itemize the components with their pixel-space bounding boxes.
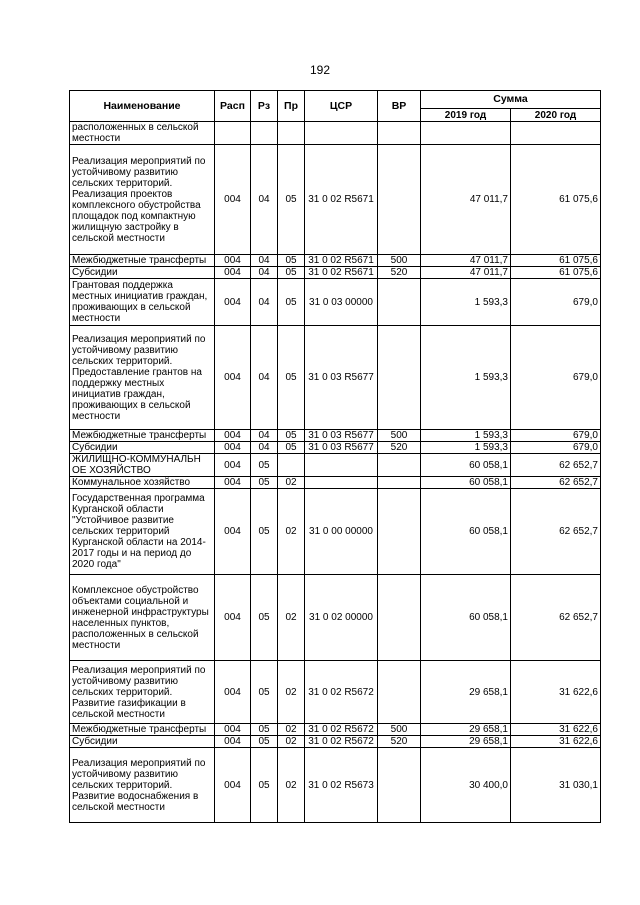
cell-csr: 31 0 02 00000 bbox=[305, 575, 378, 661]
cell-pr: 05 bbox=[278, 255, 305, 267]
table-body bbox=[70, 122, 601, 823]
cell-vr bbox=[378, 575, 421, 661]
cell-y2020: 61 075,6 bbox=[511, 267, 601, 279]
table-row bbox=[70, 575, 601, 661]
cell-name: Реализация мероприятий по устойчивому развитию сельских территорий. Развитие водоснабжения в сельской местности bbox=[70, 748, 215, 823]
cell-vr: 500 bbox=[378, 724, 421, 736]
cell-rasp: 004 bbox=[215, 326, 251, 430]
header-rasp: Расп bbox=[215, 91, 251, 122]
cell-csr: 31 0 03 R5677 bbox=[305, 326, 378, 430]
table-row bbox=[70, 477, 601, 489]
cell-csr bbox=[305, 122, 378, 145]
cell-rz: 04 bbox=[251, 430, 278, 442]
header-name: Наименование bbox=[70, 91, 215, 122]
cell-rz: 05 bbox=[251, 477, 278, 489]
table-row bbox=[70, 255, 601, 267]
table-row bbox=[70, 661, 601, 724]
cell-name: ЖИЛИЩНО-КОММУНАЛЬН ОЕ ХОЗЯЙСТВО bbox=[70, 454, 215, 477]
table-row bbox=[70, 267, 601, 279]
cell-name: Комплексное обустройство объектами социальной и инженерной инфраструктуры населенных пунктов, расположенных в сельской местности bbox=[70, 575, 215, 661]
cell-vr bbox=[378, 661, 421, 724]
cell-pr: 02 bbox=[278, 724, 305, 736]
cell-rz: 04 bbox=[251, 326, 278, 430]
header-rz: Рз bbox=[251, 91, 278, 122]
cell-y2020: 679,0 bbox=[511, 430, 601, 442]
cell-y2020: 679,0 bbox=[511, 279, 601, 326]
cell-vr bbox=[378, 122, 421, 145]
cell-name: Грантовая поддержка местных инициатив граждан, проживающих в сельской местности bbox=[70, 279, 215, 326]
cell-csr: 31 0 03 R5677 bbox=[305, 430, 378, 442]
cell-rz: 04 bbox=[251, 255, 278, 267]
cell-rasp: 004 bbox=[215, 748, 251, 823]
cell-vr: 520 bbox=[378, 267, 421, 279]
cell-rasp: 004 bbox=[215, 489, 251, 575]
table-row bbox=[70, 454, 601, 477]
cell-pr: 05 bbox=[278, 279, 305, 326]
table-row bbox=[70, 145, 601, 255]
cell-y2019: 47 011,7 bbox=[421, 145, 511, 255]
cell-y2019: 1 593,3 bbox=[421, 442, 511, 454]
cell-y2019: 47 011,7 bbox=[421, 255, 511, 267]
budget-table bbox=[69, 90, 601, 823]
cell-y2020: 31 622,6 bbox=[511, 736, 601, 748]
table-row bbox=[70, 736, 601, 748]
cell-name: Межбюджетные трансферты bbox=[70, 255, 215, 267]
cell-pr: 05 bbox=[278, 430, 305, 442]
cell-csr: 31 0 02 R5673 bbox=[305, 748, 378, 823]
page-number: 192 bbox=[309, 63, 331, 77]
cell-pr: 02 bbox=[278, 575, 305, 661]
cell-y2019: 1 593,3 bbox=[421, 430, 511, 442]
cell-csr: 31 0 02 R5672 bbox=[305, 736, 378, 748]
table-row bbox=[70, 279, 601, 326]
cell-name: Межбюджетные трансферты bbox=[70, 724, 215, 736]
cell-y2019: 1 593,3 bbox=[421, 326, 511, 430]
cell-name: Межбюджетные трансферты bbox=[70, 430, 215, 442]
cell-rasp: 004 bbox=[215, 454, 251, 477]
cell-rz: 05 bbox=[251, 575, 278, 661]
cell-rz: 04 bbox=[251, 442, 278, 454]
table-row bbox=[70, 748, 601, 823]
cell-y2019: 60 058,1 bbox=[421, 477, 511, 489]
cell-name: Коммунальное хозяйство bbox=[70, 477, 215, 489]
header-vr: ВР bbox=[378, 91, 421, 122]
cell-y2020: 62 652,7 bbox=[511, 477, 601, 489]
cell-csr: 31 0 03 R5677 bbox=[305, 442, 378, 454]
cell-rasp: 004 bbox=[215, 575, 251, 661]
cell-y2019: 60 058,1 bbox=[421, 575, 511, 661]
cell-vr bbox=[378, 477, 421, 489]
table-row bbox=[70, 122, 601, 145]
cell-rz: 05 bbox=[251, 748, 278, 823]
cell-name: расположенных в сельской местности bbox=[70, 122, 215, 145]
cell-vr bbox=[378, 279, 421, 326]
table-row bbox=[70, 326, 601, 430]
cell-y2019: 47 011,7 bbox=[421, 267, 511, 279]
header-row bbox=[70, 91, 601, 109]
cell-csr: 31 0 02 R5671 bbox=[305, 145, 378, 255]
cell-rz: 05 bbox=[251, 489, 278, 575]
cell-y2020: 62 652,7 bbox=[511, 489, 601, 575]
cell-pr: 05 bbox=[278, 326, 305, 430]
cell-vr bbox=[378, 454, 421, 477]
header-2020: 2020 год bbox=[511, 109, 601, 122]
cell-pr: 02 bbox=[278, 736, 305, 748]
cell-y2020: 62 652,7 bbox=[511, 575, 601, 661]
cell-rasp: 004 bbox=[215, 255, 251, 267]
cell-csr bbox=[305, 477, 378, 489]
table-row bbox=[70, 489, 601, 575]
cell-rz: 04 bbox=[251, 145, 278, 255]
cell-name: Субсидии bbox=[70, 736, 215, 748]
cell-rasp: 004 bbox=[215, 724, 251, 736]
cell-csr: 31 0 02 R5671 bbox=[305, 255, 378, 267]
cell-y2020: 61 075,6 bbox=[511, 145, 601, 255]
cell-vr: 520 bbox=[378, 442, 421, 454]
cell-name: Реализация мероприятий по устойчивому развитию сельских территорий. Предоставление грантов на поддержку местных инициатив граждан, проживающих в сельской местности bbox=[70, 326, 215, 430]
cell-pr: 02 bbox=[278, 477, 305, 489]
cell-name: Государственная программа Курганской области "Устойчивое развитие сельских территорий Курганской области на 2014-2017 годы и на период до 2020 года" bbox=[70, 489, 215, 575]
cell-y2019: 60 058,1 bbox=[421, 489, 511, 575]
cell-rz: 05 bbox=[251, 454, 278, 477]
cell-pr bbox=[278, 122, 305, 145]
cell-vr bbox=[378, 326, 421, 430]
cell-rz: 04 bbox=[251, 279, 278, 326]
cell-csr: 31 0 02 R5671 bbox=[305, 267, 378, 279]
cell-y2019 bbox=[421, 122, 511, 145]
cell-rasp: 004 bbox=[215, 430, 251, 442]
cell-csr: 31 0 02 R5672 bbox=[305, 661, 378, 724]
cell-rasp: 004 bbox=[215, 736, 251, 748]
cell-pr: 02 bbox=[278, 489, 305, 575]
header-sum: Сумма bbox=[421, 91, 601, 109]
cell-pr bbox=[278, 454, 305, 477]
cell-y2019: 29 658,1 bbox=[421, 724, 511, 736]
cell-vr: 500 bbox=[378, 430, 421, 442]
cell-name: Реализация мероприятий по устойчивому развитию сельских территорий. Реализация проектов комплексного обустройства площадок под компактную жилищную застройку в сельской местности bbox=[70, 145, 215, 255]
table-row bbox=[70, 430, 601, 442]
cell-y2020: 31 030,1 bbox=[511, 748, 601, 823]
cell-vr: 520 bbox=[378, 736, 421, 748]
cell-name: Субсидии bbox=[70, 442, 215, 454]
cell-csr: 31 0 03 00000 bbox=[305, 279, 378, 326]
cell-rasp: 004 bbox=[215, 267, 251, 279]
cell-rasp: 004 bbox=[215, 442, 251, 454]
cell-rz bbox=[251, 122, 278, 145]
cell-csr: 31 0 02 R5672 bbox=[305, 724, 378, 736]
cell-vr bbox=[378, 489, 421, 575]
cell-rasp: 004 bbox=[215, 279, 251, 326]
cell-pr: 05 bbox=[278, 442, 305, 454]
header-csr: ЦСР bbox=[305, 91, 378, 122]
cell-name: Реализация мероприятий по устойчивому развитию сельских территорий. Развитие газификации в сельской местности bbox=[70, 661, 215, 724]
cell-pr: 02 bbox=[278, 661, 305, 724]
cell-rasp bbox=[215, 122, 251, 145]
cell-rz: 05 bbox=[251, 661, 278, 724]
cell-rasp: 004 bbox=[215, 477, 251, 489]
cell-vr: 500 bbox=[378, 255, 421, 267]
cell-y2019: 29 658,1 bbox=[421, 661, 511, 724]
cell-rasp: 004 bbox=[215, 661, 251, 724]
cell-y2019: 29 658,1 bbox=[421, 736, 511, 748]
cell-csr: 31 0 00 00000 bbox=[305, 489, 378, 575]
cell-rasp: 004 bbox=[215, 145, 251, 255]
cell-pr: 02 bbox=[278, 748, 305, 823]
cell-pr: 05 bbox=[278, 145, 305, 255]
cell-name: Субсидии bbox=[70, 267, 215, 279]
cell-vr bbox=[378, 748, 421, 823]
cell-y2019: 1 593,3 bbox=[421, 279, 511, 326]
cell-y2019: 30 400,0 bbox=[421, 748, 511, 823]
cell-y2020: 62 652,7 bbox=[511, 454, 601, 477]
table-row bbox=[70, 724, 601, 736]
cell-csr bbox=[305, 454, 378, 477]
header-pr: Пр bbox=[278, 91, 305, 122]
cell-y2020: 679,0 bbox=[511, 326, 601, 430]
cell-rz: 05 bbox=[251, 724, 278, 736]
cell-y2020: 679,0 bbox=[511, 442, 601, 454]
cell-y2019: 60 058,1 bbox=[421, 454, 511, 477]
cell-pr: 05 bbox=[278, 267, 305, 279]
cell-rz: 05 bbox=[251, 736, 278, 748]
cell-y2020: 31 622,6 bbox=[511, 661, 601, 724]
cell-y2020: 61 075,6 bbox=[511, 255, 601, 267]
cell-y2020: 31 622,6 bbox=[511, 724, 601, 736]
cell-rz: 04 bbox=[251, 267, 278, 279]
header-2019: 2019 год bbox=[421, 109, 511, 122]
cell-vr bbox=[378, 145, 421, 255]
table-row bbox=[70, 442, 601, 454]
cell-y2020 bbox=[511, 122, 601, 145]
